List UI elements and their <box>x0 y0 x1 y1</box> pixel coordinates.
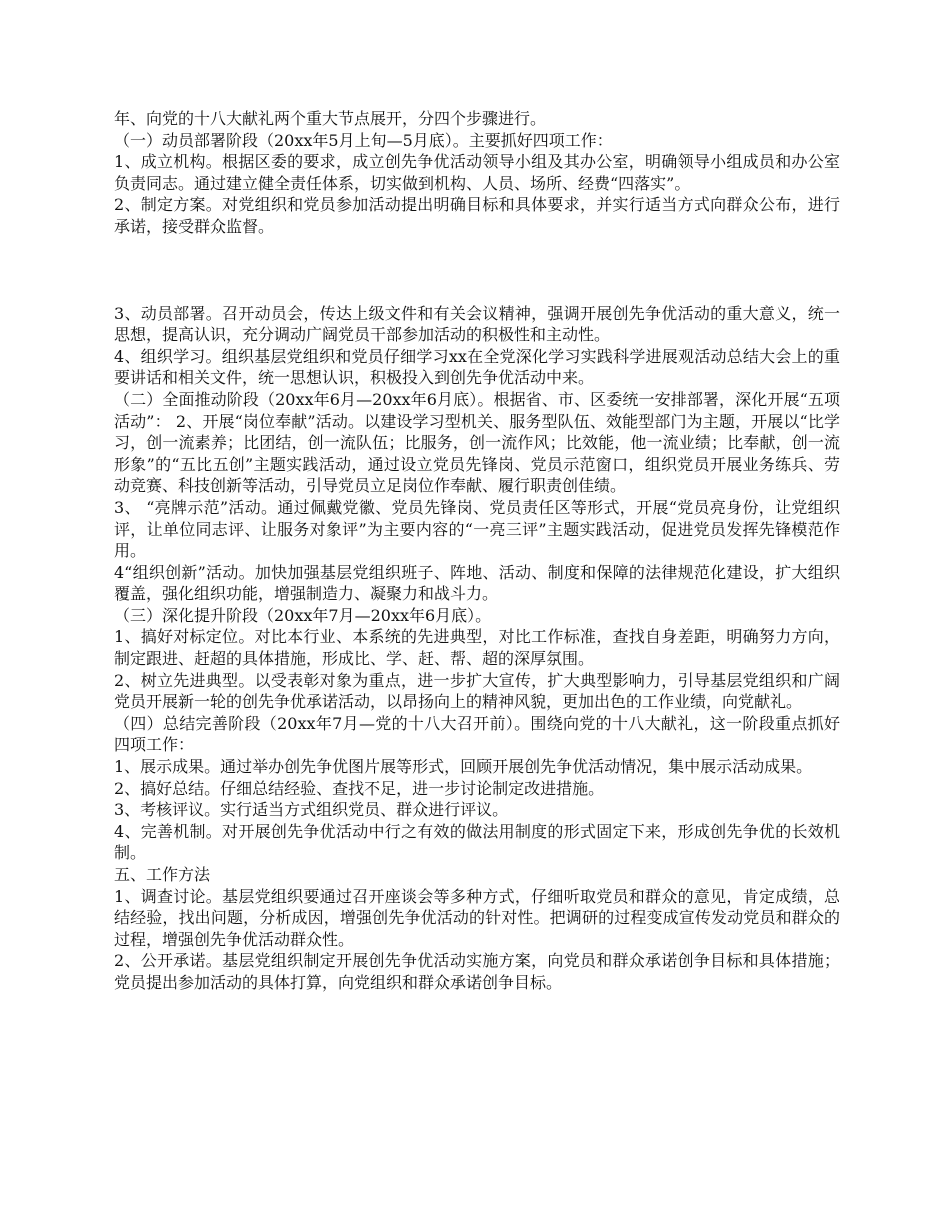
paragraph-stage-2-item-3: 3、 “亮牌示范”活动。通过佩戴党徽、党员先锋岗、党员责任区等形式，开展“党员亮身份，让党组织评，让单位同志评、让服务对象评”为主要内容的“一亮三评”主题实践活动，促进党员发挥先锋模范作用。 <box>114 497 840 561</box>
paragraph-stage-3-item-1: 1、搞好对标定位。对比本行业、本系统的先进典型，对比工作标准，查找自身差距，明确努力方向，制定跟进、赶超的具体措施，形成比、学、赶、帮、超的深厚氛围。 <box>114 627 840 669</box>
paragraph-stage-1-heading: （一）动员部署阶段（20xx年5月上旬—5月底）。主要抓好四项工作： <box>114 130 613 150</box>
paragraph-stage-3-item-2: 2、树立先进典型。以受表彰对象为重点，进一步扩大宣传，扩大典型影响力，引导基层党组织和广阔党员开展新一轮的创先争优承诺活动，以昂扬向上的精神风貌，更加出色的工作业绩，向党献礼。 <box>114 670 840 712</box>
block-1 <box>114 108 840 238</box>
paragraph-method-1: 1、调查讨论。基层党组织要通过召开座谈会等多种方式，仔细听取党员和群众的意见，肯定成绩，总结经验，找出问题，分析成因，增强创先争优活动的针对性。把调研的过程变成宣传发动党员和群众的过程，增强创先争优活动群众性。 <box>114 886 840 949</box>
paragraph-stage-2: （二）全面推动阶段（20xx年6月—20xx年6月底）。根据省、市、区委统一安排部署，深化开展“五项活动”： 2、开展“岗位奉献”活动。以建设学习型机关、服务型队伍、效能型部门为主题，开展以“比学习，创一流素养；比团结，创一流队伍；比服务，创一流作风；比效能，他一流业绩；比奉献，创一流形象”的“五比五创”主题实践活动，通过设立党员先锋岗、党员示范窗口，组织党员开展业务练兵、劳动竞赛、科技创新等活动，引导党员立足岗位作奉献、履行职责创佳绩。 <box>114 389 840 496</box>
paragraph-stage-1-item-2: 2、制定方案。对党组织和党员参加活动提出明确目标和具体要求，并实行适当方式向群众公布，进行承诺，接受群众监督。 <box>114 195 840 236</box>
paragraph-stage-2-item-4: 4“组织创新”活动。加快加强基层党组织班子、阵地、活动、制度和保障的法律规范化建设，扩大组织覆盖，强化组织功能，增强制造力、凝聚力和战斗力。 <box>114 562 840 604</box>
paragraph-stage-1-item-1: 1、成立机构。根据区委的要求，成立创先争优活动领导小组及其办公室，明确领导小组成员和办公室负责同志。通过建立健全责任体系，切实做到机构、人员、场所、经费“四落实”。 <box>114 152 840 193</box>
section-heading-methods: 五、工作方法 <box>114 865 211 884</box>
paragraph-stage-3-heading: （三）深化提升阶段（20xx年7月—20xx年6月底）。 <box>114 605 492 625</box>
paragraph-stage-1-item-3: 3、动员部署。召开动员会，传达上级文件和有关会议精神，强调开展创先争优活动的重大意义，统一思想，提高认识，充分调动广阔党员干部参加活动的积极性和主动性。 <box>114 303 840 345</box>
paragraph-stage-4-item-2: 2、搞好总结。仔细总结经验、查找不足，进一步讨论制定改进措施。 <box>114 778 605 798</box>
paragraph-stage-4-item-4: 4、完善机制。对开展创先争优活动中行之有效的做法用制度的形式固定下来，形成创先争优的长效机制。 <box>114 821 840 863</box>
block-2 <box>114 303 840 994</box>
paragraph-stage-4-item-3: 3、考核评议。实行适当方式组织党员、群众进行评议。 <box>114 800 509 820</box>
paragraph-intro: 年、向党的十八大献礼两个重大节点展开，分四个步骤进行。 <box>114 109 547 128</box>
page-gap <box>114 238 840 303</box>
paragraph-stage-4-heading: （四）总结完善阶段（20xx年7月—党的十八大召开前）。围绕向党的十八大献礼，这一阶段重点抓好四项工作： <box>114 713 840 755</box>
paragraph-stage-4-item-1: 1、展示成果。通过举办创先争优图片展等形式，回顾开展创先争优活动情况，集中展示活动成果。 <box>114 757 813 777</box>
paragraph-stage-1-item-4: 4、组织学习。组织基层党组织和党员仔细学习xx在全党深化学习实践科学进展观活动总结大会上的重要讲话和相关文件，统一思想认识，积极投入到创先争优活动中来。 <box>114 346 840 388</box>
paragraph-method-2: 2、公开承诺。基层党组织制定开展创先争优活动实施方案，向党员和群众承诺创争目标和具体措施；党员提出参加活动的具体打算，向党组织和群众承诺创争目标。 <box>114 951 840 992</box>
document-body <box>114 108 840 994</box>
